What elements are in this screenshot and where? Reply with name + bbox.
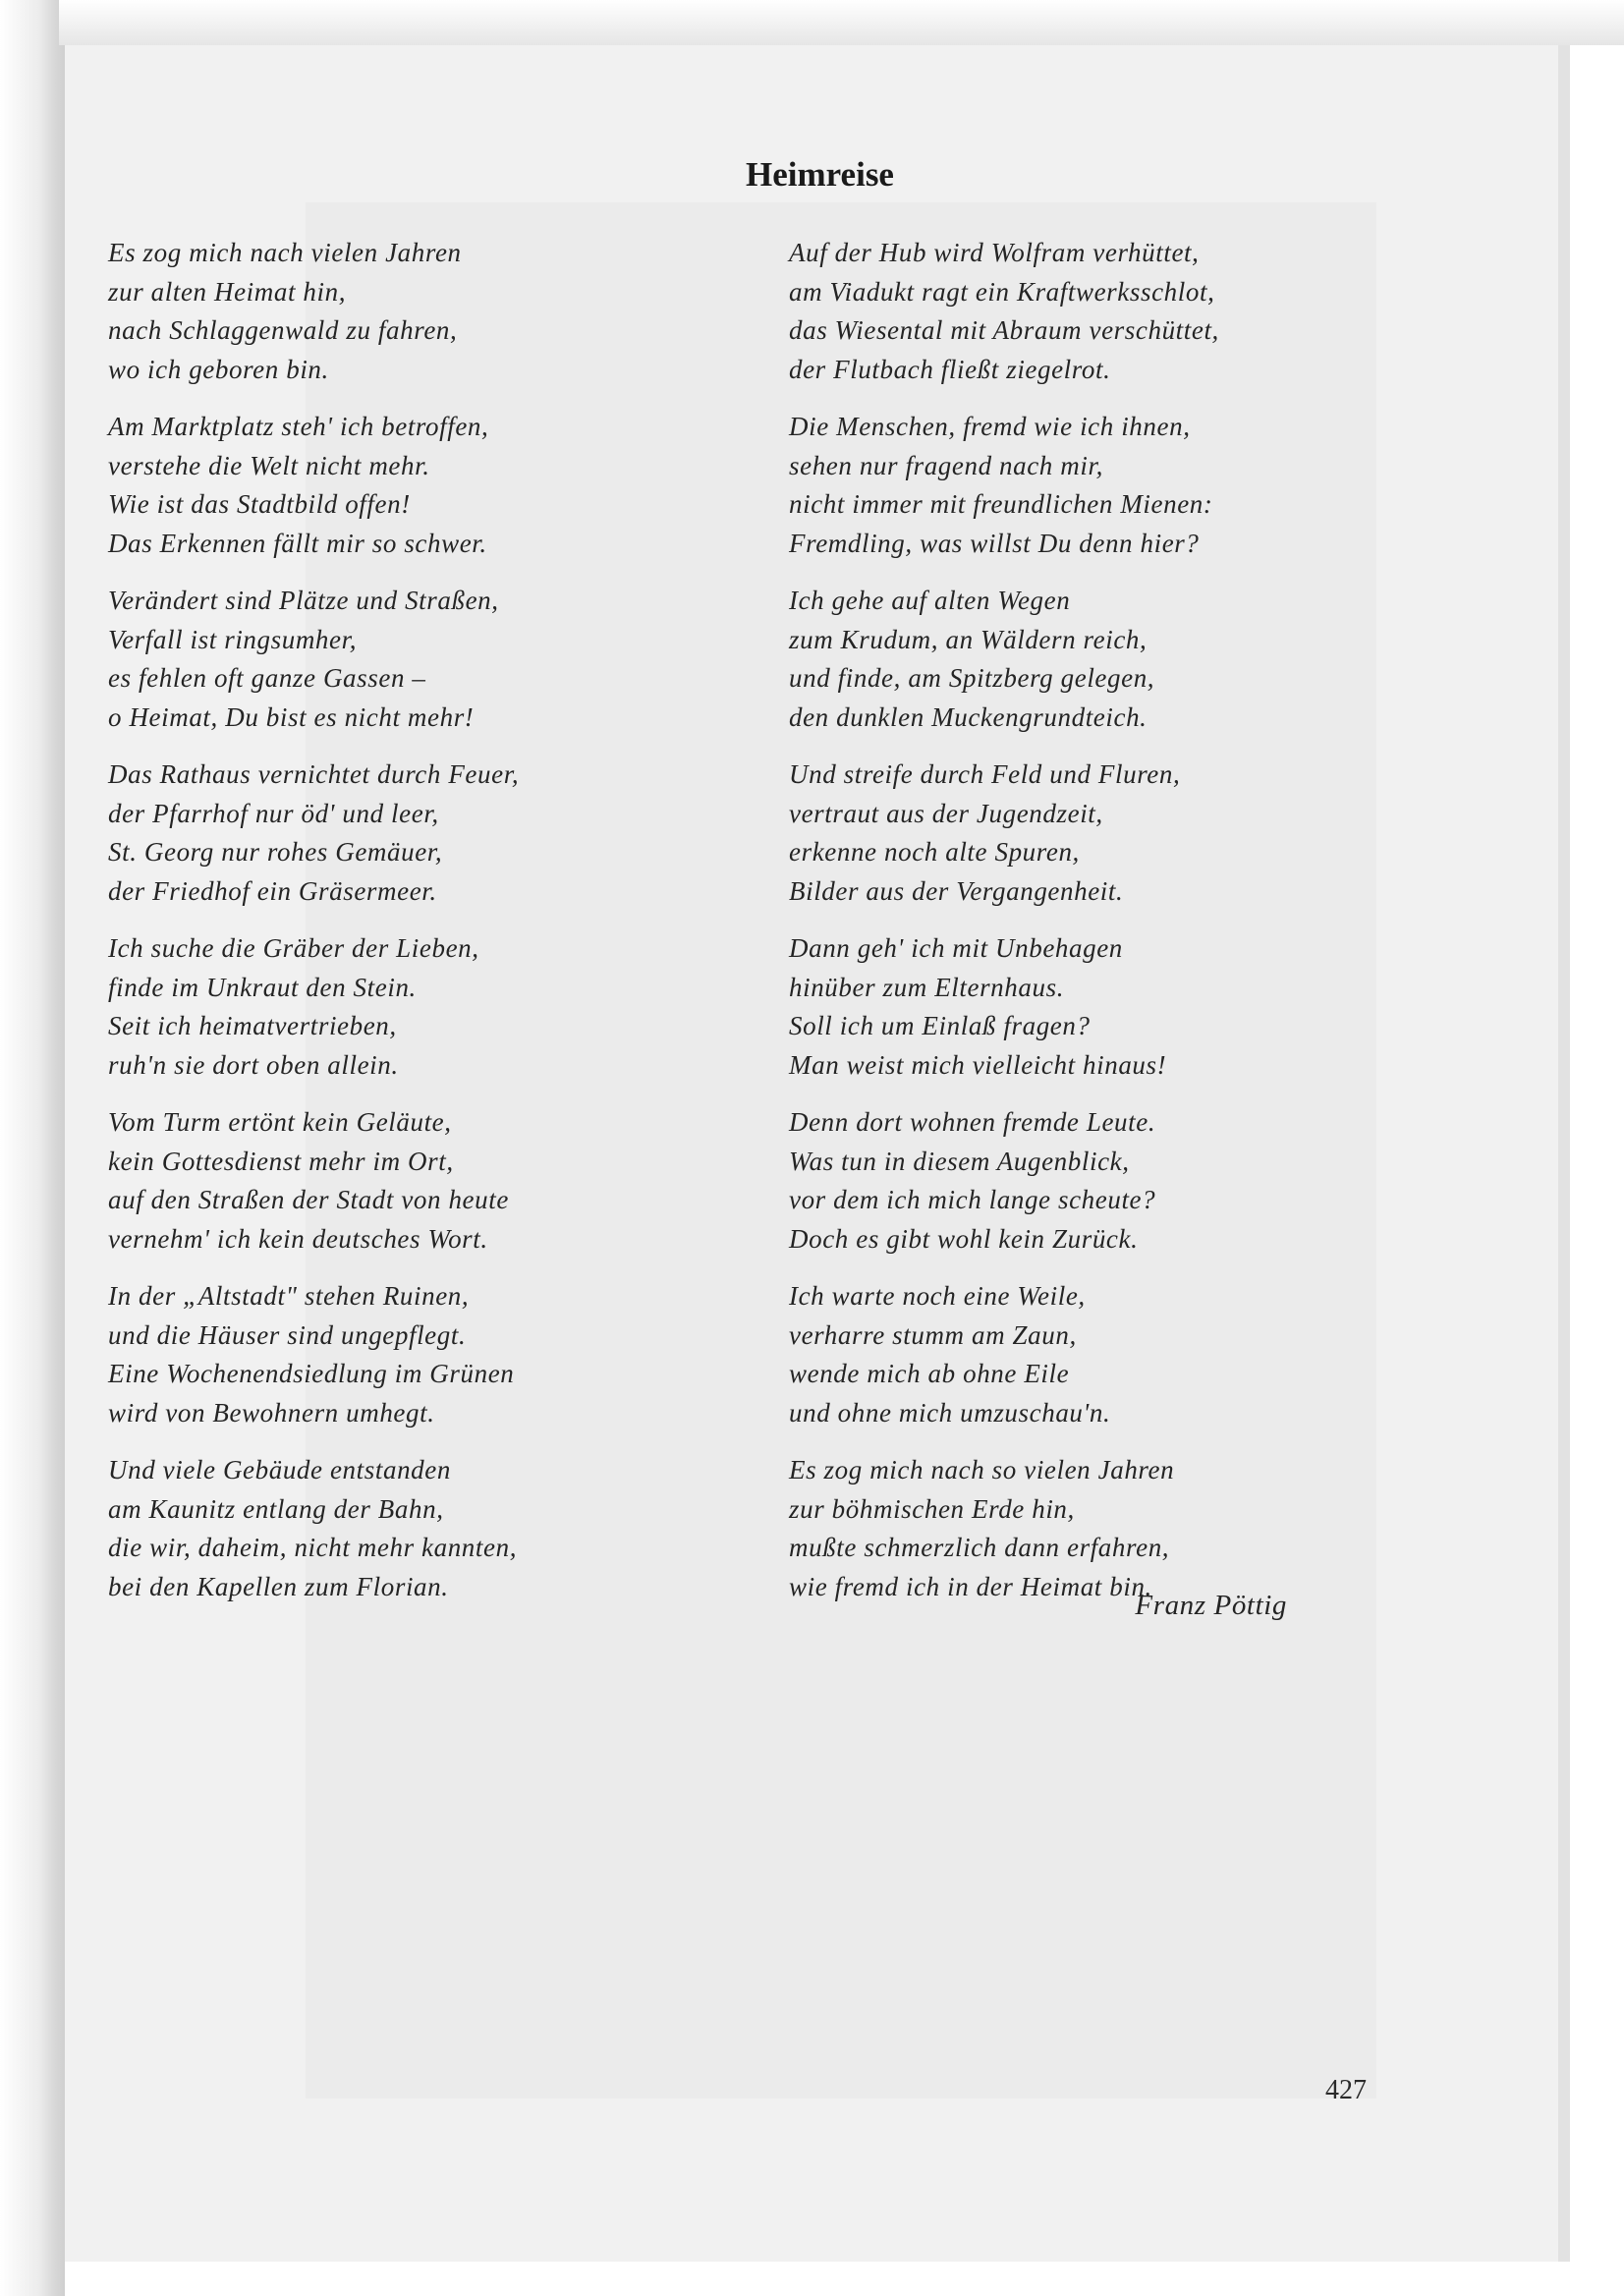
verse-line: Ich warte noch eine Weile, [789,1281,1086,1311]
verse-line: am Viadukt ragt ein Kraftwerksschlot, [789,276,1215,307]
verse-line: Das Rathaus vernichtet durch Feuer, [108,759,520,789]
verse-line: Auf der Hub wird Wolfram verhüttet, [789,238,1200,267]
verse-line: bei den Kapellen zum Florian. [108,1571,449,1601]
verse-line: wende mich ab ohne Eile [789,1359,1070,1388]
stanza [789,756,1359,911]
verse-line: Das Erkennen fällt mir so schwer. [108,528,487,558]
verse-line: verstehe die Welt nicht mehr. [108,450,430,480]
verse-line: wie fremd ich in der Heimat bin. [789,1571,1152,1601]
verse-line: Was tun in diesem Augenblick, [789,1146,1130,1176]
verse-line: sehen nur fragend nach mir, [789,450,1103,480]
verse-line: vor dem ich mich lange scheute? [789,1185,1156,1214]
verse-line: Verändert sind Plätze und Straßen, [108,586,499,615]
verse-line: und ohne mich umzuschau'n. [789,1397,1111,1428]
verse-line: erkenne noch alte Spuren, [789,837,1080,867]
stanza [789,234,1359,389]
verse-line: Am Marktplatz steh' ich betroffen, [108,412,489,441]
verse-line: vertraut aus der Jugendzeit, [789,798,1103,828]
verse-line: auf den Straßen der Stadt von heute [108,1185,509,1214]
verse-line: Ich suche die Gräber der Lieben, [108,933,479,963]
verse-line: der Pfarrhof nur öd' und leer, [108,798,439,828]
verse-line: verharre stumm am Zaun, [789,1319,1077,1350]
verse-line: die wir, daheim, nicht mehr kannten, [108,1533,518,1562]
verse-line: das Wiesental mit Abraum verschüttet, [789,315,1219,345]
verse-line: In der „Altstadt" stehen Ruinen, [108,1281,470,1311]
verse-line: St. Georg nur rohes Gemäuer, [108,837,443,867]
verse-line: Vom Turm ertönt kein Geläute, [108,1107,452,1137]
verse-line: ruh'n sie dort oben allein. [108,1049,399,1080]
verse-line: zur alten Heimat hin, [108,276,347,307]
stanza [108,756,678,911]
right-column [789,234,1359,1625]
verse-line: Fremdling, was willst Du denn hier? [789,528,1200,558]
verse-line: nicht immer mit freundlichen Mienen: [789,489,1213,519]
verse-line: am Kaunitz entlang der Bahn, [108,1493,444,1524]
verse-line: Soll ich um Einlaß fragen? [789,1011,1091,1040]
verse-line: Wie ist das Stadtbild offen! [108,489,411,519]
verse-line: Es zog mich nach so vielen Jahren [789,1455,1175,1484]
verse-line: der Friedhof ein Gräsermeer. [108,875,437,906]
stanza [789,1277,1359,1432]
verse-line: und finde, am Spitzberg gelegen, [789,663,1155,693]
verse-line: Dann geh' ich mit Unbehagen [789,933,1123,963]
verse-line: Und viele Gebäude entstanden [108,1455,451,1484]
verse-line: Verfall ist ringsumher, [108,624,358,654]
verse-line: wird von Bewohnern umhegt. [108,1397,435,1428]
stanza [789,1103,1359,1259]
stanza [108,1277,678,1432]
verse-line: zum Krudum, an Wäldern reich, [789,624,1148,654]
verse-line: nach Schlaggenwald zu fahren, [108,315,458,345]
top-edge-shadow [59,0,1624,45]
verse-line: und die Häuser sind ungepflegt. [108,1319,467,1350]
stanza [789,929,1359,1085]
binding-shadow [0,0,65,2296]
page-number: 427 [1325,2075,1367,2105]
verse-line: kein Gottesdienst mehr im Ort, [108,1146,454,1176]
verse-line: Denn dort wohnen fremde Leute. [789,1107,1156,1137]
verse-line: der Flutbach fließt ziegelrot. [789,354,1111,384]
verse-line: Eine Wochenendsiedlung im Grünen [108,1359,515,1388]
poem-title: Heimreise [746,155,894,194]
left-column [108,234,678,1625]
verse-line: wo ich geboren bin. [108,354,329,384]
poem-author: Franz Pöttig [1135,1590,1287,1621]
verse-line: finde im Unkraut den Stein. [108,972,417,1002]
verse-line: Es zog mich nach vielen Jahren [108,238,462,267]
verse-line: mußte schmerzlich dann erfahren, [789,1533,1170,1562]
verse-line: vernehm' ich kein deutsches Wort. [108,1223,488,1254]
stanza [789,408,1359,563]
stanza [108,582,678,737]
verse-line: Bilder aus der Vergangenheit. [789,875,1124,906]
verse-line: Seit ich heimatvertrieben, [108,1011,397,1040]
verse-line: Doch es gibt wohl kein Zurück. [789,1223,1139,1254]
verse-line: hinüber zum Elternhaus. [789,972,1065,1002]
bottom-margin [65,2262,1570,2296]
verse-line: Und streife durch Feld und Fluren, [789,759,1181,789]
verse-line: Ich gehe auf alten Wegen [789,586,1071,615]
stanza [108,1103,678,1259]
stanza [108,408,678,563]
stanza [108,1451,678,1606]
verse-line: den dunklen Muckengrundteich. [789,701,1148,732]
right-paper-edge [1558,45,1570,2270]
stanza [108,929,678,1085]
stanza [108,234,678,389]
stanza [789,1451,1359,1606]
verse-line: es fehlen oft ganze Gassen – [108,663,426,693]
verse-line: Man weist mich vielleicht hinaus! [789,1049,1167,1080]
verse-line: Die Menschen, fremd wie ich ihnen, [789,412,1191,441]
stanza [789,582,1359,737]
verse-line: o Heimat, Du bist es nicht mehr! [108,701,475,732]
verse-line: zur böhmischen Erde hin, [789,1493,1075,1524]
